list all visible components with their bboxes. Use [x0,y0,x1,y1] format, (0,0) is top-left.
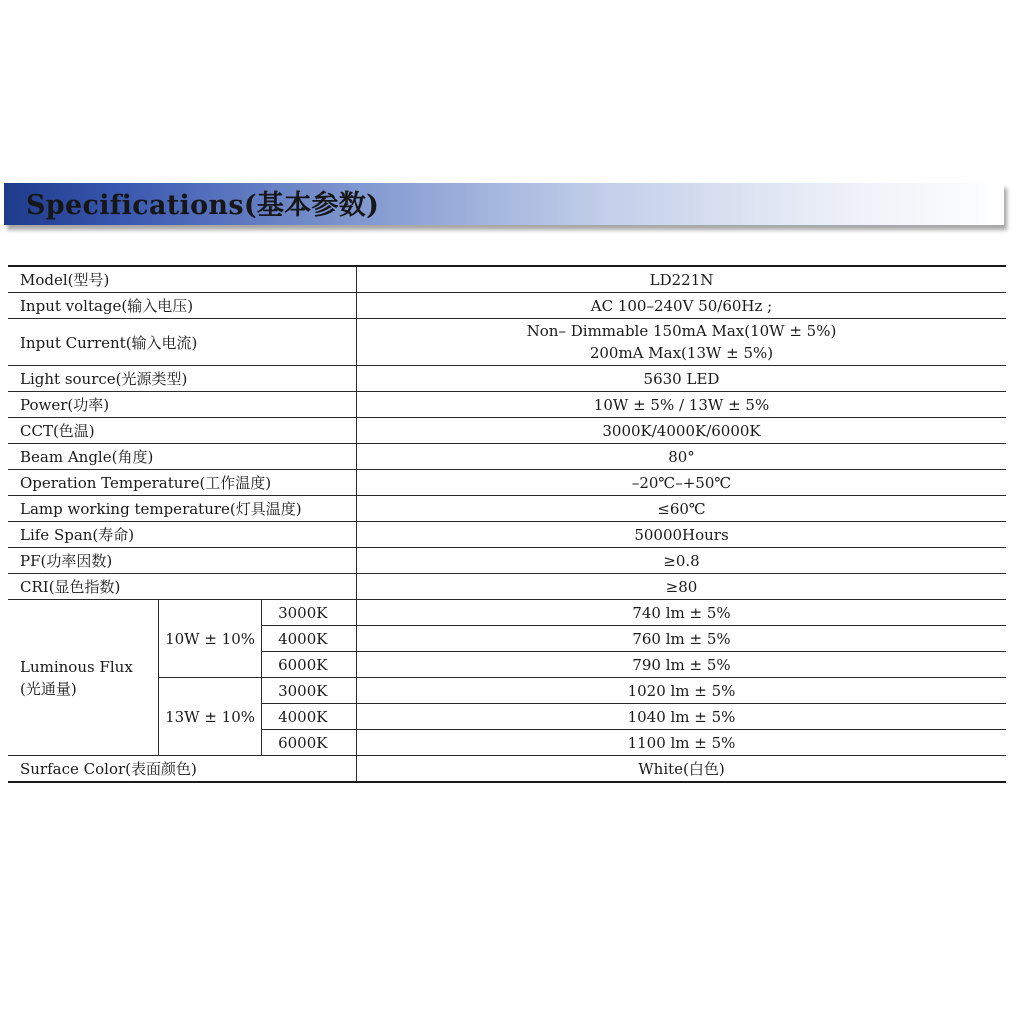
spec-value: 5630 LED [357,366,1007,392]
spec-value: ≥80 [357,574,1007,600]
spec-value: AC 100–240V 50/60Hz ; [357,293,1007,319]
spec-value: 50000Hours [357,522,1007,548]
table-row [8,266,1006,293]
spec-label: Input voltage(输入电压) [8,293,357,319]
table-row [8,319,1006,366]
table-row [8,392,1006,418]
flux-value: 1020 lm ± 5% [357,678,1007,704]
flux-value: 760 lm ± 5% [357,626,1007,652]
spec-label: Operation Temperature(工作温度) [8,470,357,496]
spec-label: CRI(显色指数) [8,574,357,600]
flux-value: 740 lm ± 5% [357,600,1007,626]
spec-value: LD221N [357,266,1007,293]
flux-cct: 6000K [262,652,357,678]
spec-value: –20℃–+50℃ [357,470,1007,496]
table-row [8,444,1006,470]
spec-value-line: Non– Dimmable 150mA Max(10W ± 5%) [526,322,837,340]
flux-value: 1100 lm ± 5% [357,730,1007,756]
luminous-flux-label-line: (光通量) [20,679,77,698]
flux-value: 1040 lm ± 5% [357,704,1007,730]
spec-label: Input Current(输入电流) [8,319,357,366]
flux-value: 790 lm ± 5% [357,652,1007,678]
spec-label: Power(功率) [8,392,357,418]
spec-label: CCT(色温) [8,418,357,444]
spec-label: Light source(光源类型) [8,366,357,392]
flux-cct: 3000K [262,600,357,626]
table-row [8,548,1006,574]
spec-value: 80° [357,444,1007,470]
table-row [8,522,1006,548]
page-title: Specifications(基本参数) [26,190,380,221]
spec-value: 10W ± 5% / 13W ± 5% [357,392,1007,418]
spec-value: 3000K/4000K/6000K [357,418,1007,444]
flux-cct: 6000K [262,730,357,756]
spec-label: Surface Color(表面颜色) [8,756,357,783]
spec-label: Beam Angle(角度) [8,444,357,470]
table-row [8,678,1006,704]
luminous-flux-label [8,600,159,756]
spec-value: ≥0.8 [357,548,1007,574]
spec-table [8,265,1006,783]
table-row [8,574,1006,600]
spec-value [357,319,1007,366]
flux-power-group: 13W ± 10% [159,678,262,756]
flux-cct: 3000K [262,678,357,704]
table-row [8,418,1006,444]
spec-label: PF(功率因数) [8,548,357,574]
spec-value: White(白色) [357,756,1007,783]
flux-power-group: 10W ± 10% [159,600,262,678]
table-row [8,470,1006,496]
spec-label: Life Span(寿命) [8,522,357,548]
luminous-flux-label-line: Luminous Flux [20,657,133,676]
spec-label: Model(型号) [8,266,357,293]
flux-cct: 4000K [262,704,357,730]
flux-cct: 4000K [262,626,357,652]
table-row [8,756,1006,783]
table-row [8,496,1006,522]
spec-value-line: 200mA Max(13W ± 5%) [589,344,774,362]
table-row [8,366,1006,392]
table-row [8,600,1006,626]
table-row [8,293,1006,319]
spec-label: Lamp working temperature(灯具温度) [8,496,357,522]
spec-value: ≤60℃ [357,496,1007,522]
